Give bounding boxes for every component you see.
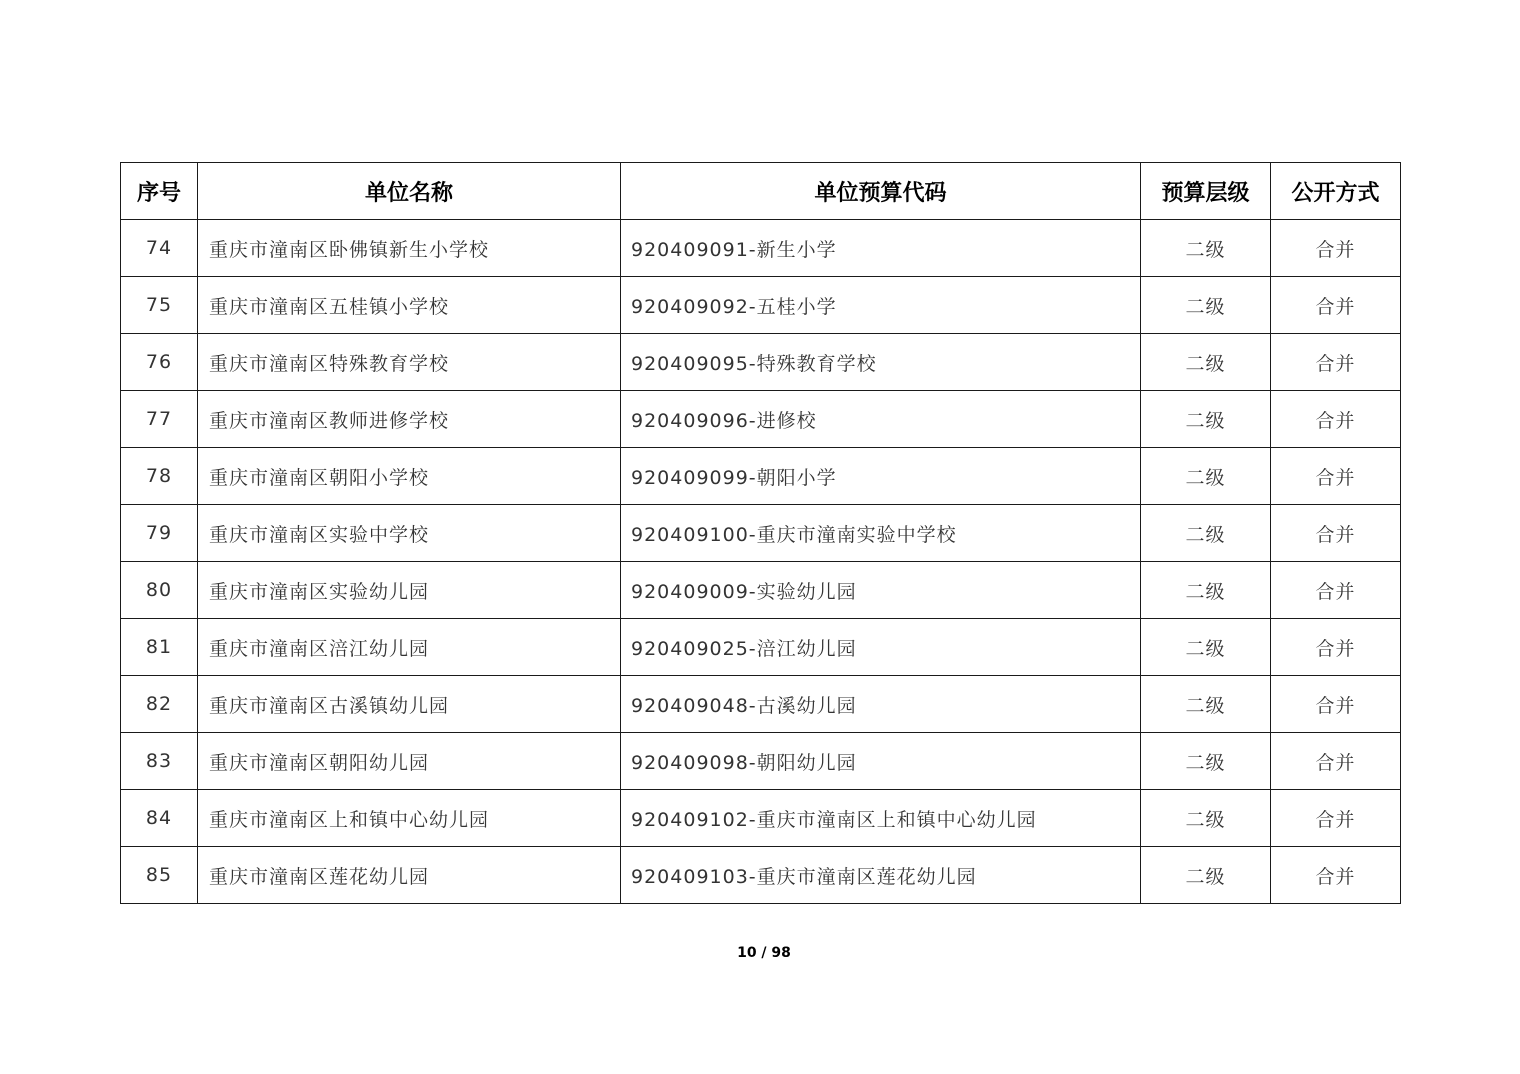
unit-name-cell: 重庆市潼南区莲花幼儿园 <box>198 847 621 904</box>
disclosure-method-cell: 合并 <box>1271 220 1401 277</box>
budget-code-cell: 920409092-五桂小学 <box>621 277 1141 334</box>
budget-code-cell: 920409009-实验幼儿园 <box>621 562 1141 619</box>
table-row <box>121 334 1401 391</box>
row-index-cell: 76 <box>121 334 198 391</box>
budget-code-cell: 920409095-特殊教育学校 <box>621 334 1141 391</box>
unit-name-cell: 重庆市潼南区特殊教育学校 <box>198 334 621 391</box>
budget-code-cell: 920409098-朝阳幼儿园 <box>621 733 1141 790</box>
disclosure-method-cell: 合并 <box>1271 391 1401 448</box>
table-row <box>121 277 1401 334</box>
budget-code-cell: 920409096-进修校 <box>621 391 1141 448</box>
disclosure-method-cell: 合并 <box>1271 277 1401 334</box>
unit-name-cell: 重庆市潼南区古溪镇幼儿园 <box>198 676 621 733</box>
unit-name-cell: 重庆市潼南区朝阳小学校 <box>198 448 621 505</box>
disclosure-method-cell: 合并 <box>1271 505 1401 562</box>
unit-name-cell: 重庆市潼南区朝阳幼儿园 <box>198 733 621 790</box>
row-index-cell: 79 <box>121 505 198 562</box>
budget-level-cell: 二级 <box>1141 790 1271 847</box>
budget-unit-table <box>120 162 1401 904</box>
row-index-cell: 78 <box>121 448 198 505</box>
row-index-cell: 82 <box>121 676 198 733</box>
table-row <box>121 562 1401 619</box>
header-disclosure-method: 公开方式 <box>1271 163 1401 220</box>
unit-name-cell: 重庆市潼南区五桂镇小学校 <box>198 277 621 334</box>
table-row <box>121 505 1401 562</box>
row-index-cell: 80 <box>121 562 198 619</box>
unit-name-cell: 重庆市潼南区涪江幼儿园 <box>198 619 621 676</box>
header-budget-level: 预算层级 <box>1141 163 1271 220</box>
unit-name-cell: 重庆市潼南区实验中学校 <box>198 505 621 562</box>
row-index-cell: 77 <box>121 391 198 448</box>
row-index-cell: 81 <box>121 619 198 676</box>
disclosure-method-cell: 合并 <box>1271 676 1401 733</box>
row-index-cell: 85 <box>121 847 198 904</box>
unit-name-cell: 重庆市潼南区卧佛镇新生小学校 <box>198 220 621 277</box>
budget-level-cell: 二级 <box>1141 334 1271 391</box>
budget-level-cell: 二级 <box>1141 448 1271 505</box>
budget-level-cell: 二级 <box>1141 391 1271 448</box>
table-row <box>121 448 1401 505</box>
budget-level-cell: 二级 <box>1141 847 1271 904</box>
table-row <box>121 790 1401 847</box>
budget-code-cell: 920409100-重庆市潼南实验中学校 <box>621 505 1141 562</box>
header-unit-name: 单位名称 <box>198 163 621 220</box>
budget-level-cell: 二级 <box>1141 277 1271 334</box>
table-row <box>121 676 1401 733</box>
unit-name-cell: 重庆市潼南区上和镇中心幼儿园 <box>198 790 621 847</box>
budget-level-cell: 二级 <box>1141 505 1271 562</box>
disclosure-method-cell: 合并 <box>1271 448 1401 505</box>
table-row <box>121 220 1401 277</box>
budget-code-cell: 920409091-新生小学 <box>621 220 1141 277</box>
budget-level-cell: 二级 <box>1141 733 1271 790</box>
disclosure-method-cell: 合并 <box>1271 562 1401 619</box>
table-row <box>121 391 1401 448</box>
table-row <box>121 847 1401 904</box>
budget-level-cell: 二级 <box>1141 562 1271 619</box>
disclosure-method-cell: 合并 <box>1271 847 1401 904</box>
row-index-cell: 74 <box>121 220 198 277</box>
budget-code-cell: 920409103-重庆市潼南区莲花幼儿园 <box>621 847 1141 904</box>
disclosure-method-cell: 合并 <box>1271 334 1401 391</box>
budget-code-cell: 920409048-古溪幼儿园 <box>621 676 1141 733</box>
table-body <box>121 220 1401 904</box>
disclosure-method-cell: 合并 <box>1271 619 1401 676</box>
budget-level-cell: 二级 <box>1141 676 1271 733</box>
budget-level-cell: 二级 <box>1141 220 1271 277</box>
header-row <box>121 163 1401 220</box>
row-index-cell: 83 <box>121 733 198 790</box>
budget-code-cell: 920409099-朝阳小学 <box>621 448 1141 505</box>
disclosure-method-cell: 合并 <box>1271 790 1401 847</box>
budget-level-cell: 二级 <box>1141 619 1271 676</box>
budget-code-cell: 920409025-涪江幼儿园 <box>621 619 1141 676</box>
page-number: 10 / 98 <box>737 945 791 961</box>
disclosure-method-cell: 合并 <box>1271 733 1401 790</box>
unit-name-cell: 重庆市潼南区实验幼儿园 <box>198 562 621 619</box>
budget-code-cell: 920409102-重庆市潼南区上和镇中心幼儿园 <box>621 790 1141 847</box>
table-row <box>121 733 1401 790</box>
row-index-cell: 75 <box>121 277 198 334</box>
table-header <box>121 163 1401 220</box>
header-budget-code: 单位预算代码 <box>621 163 1141 220</box>
unit-name-cell: 重庆市潼南区教师进修学校 <box>198 391 621 448</box>
header-index: 序号 <box>121 163 198 220</box>
table-row <box>121 619 1401 676</box>
row-index-cell: 84 <box>121 790 198 847</box>
